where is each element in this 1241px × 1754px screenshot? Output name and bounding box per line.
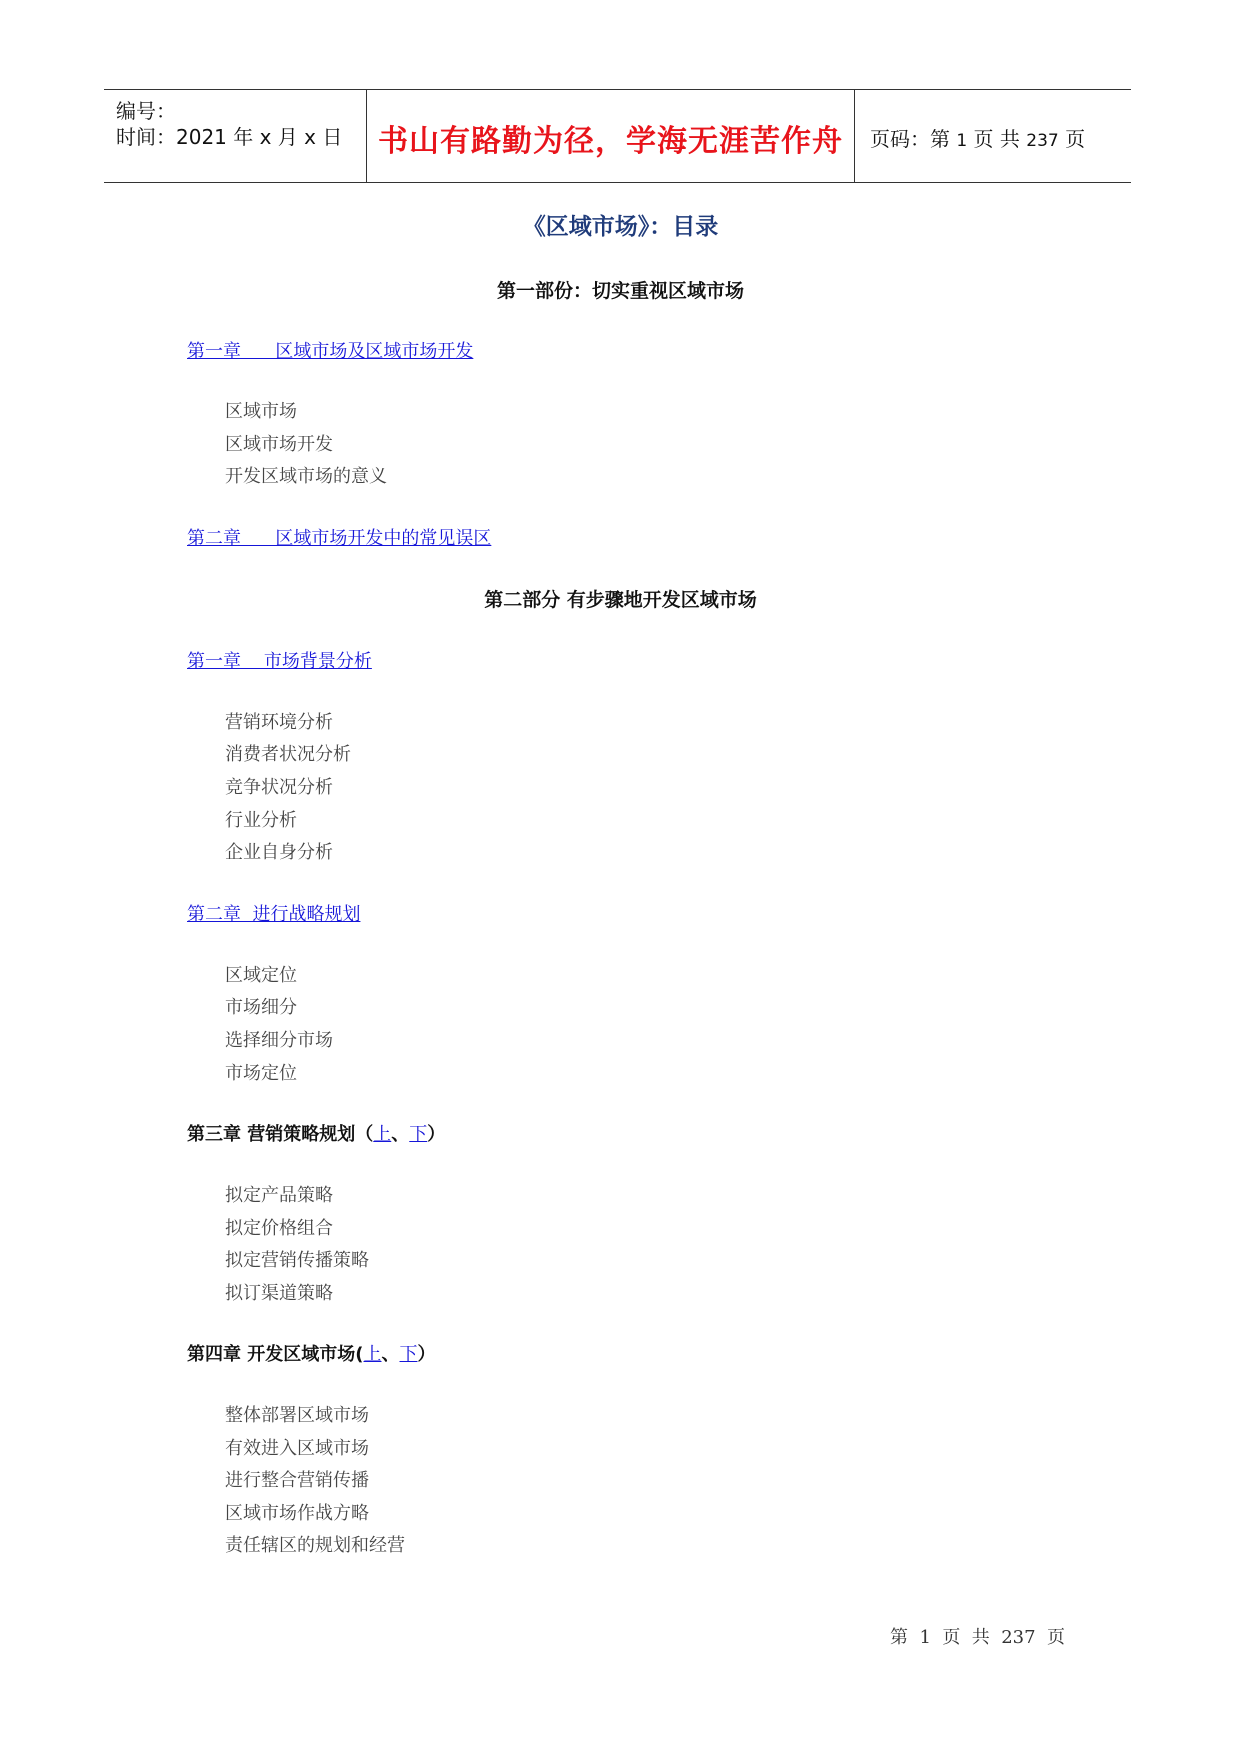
list-item: 区域定位 xyxy=(225,965,297,986)
list-item: 责任辖区的规划和经营 xyxy=(225,1535,405,1556)
chapter4-link-up[interactable]: 上 xyxy=(363,1344,382,1365)
list-item: 市场细分 xyxy=(225,997,297,1018)
part2-chapter2-link[interactable]: 第二章 进行战略规划 xyxy=(187,904,361,925)
list-item: 开发区域市场的意义 xyxy=(225,466,387,487)
list-item: 区域市场作战方略 xyxy=(225,1503,369,1524)
page-label-suffix: 页 xyxy=(1065,127,1086,151)
part1-chapter1-link[interactable]: 第一章 区域市场及区域市场开发 xyxy=(187,341,474,362)
part1-chapter2-link[interactable]: 第二章 区域市场开发中的常见误区 xyxy=(187,528,492,549)
list-item: 行业分析 xyxy=(225,810,297,831)
list-item: 拟定产品策略 xyxy=(225,1185,333,1206)
chapter3-label: 第三章 营销策略规划（ xyxy=(187,1124,374,1145)
chapter3-link-up[interactable]: 上 xyxy=(373,1124,392,1145)
header-motto-cell xyxy=(367,90,855,182)
document-title: 《区域市场》：目录 xyxy=(522,214,719,240)
chapter4-link-down[interactable]: 下 xyxy=(399,1344,418,1365)
list-item: 选择细分市场 xyxy=(225,1030,333,1051)
chapter3-close: ） xyxy=(427,1124,446,1145)
chapter3-separator: 、 xyxy=(391,1124,410,1145)
list-item: 竞争状况分析 xyxy=(225,777,333,798)
list-item: 进行整合营销传播 xyxy=(225,1470,369,1491)
page-footer: 第 1 页 共 237 页 xyxy=(890,1627,1066,1648)
part2-chapter3-heading xyxy=(187,1120,445,1146)
part1-title: 第一部份：切实重视区域市场 xyxy=(496,280,744,302)
header-page-cell xyxy=(856,90,1131,182)
list-item: 拟定价格组合 xyxy=(225,1218,333,1239)
chapter3-link-down[interactable]: 下 xyxy=(409,1124,428,1145)
list-item: 营销环境分析 xyxy=(225,712,333,733)
part2-chapter4-heading xyxy=(187,1340,436,1366)
page-total: 237 xyxy=(1026,131,1059,151)
list-item: 拟定营销传播策略 xyxy=(225,1250,369,1271)
part2-chapter1-link[interactable]: 第一章 市场背景分析 xyxy=(187,651,372,672)
motto: 书山有路勤为径，学海无涯苦作舟 xyxy=(378,124,843,159)
id-label: 编号： xyxy=(116,99,176,123)
list-item: 区域市场 xyxy=(225,401,297,422)
chapter4-close: ） xyxy=(417,1344,436,1365)
chapter4-label: 第四章 开发区域市场( xyxy=(187,1344,364,1365)
chapter4-separator: 、 xyxy=(381,1344,400,1365)
page-info xyxy=(870,123,1085,152)
part2-title: 第二部分 有步骤地开发区域市场 xyxy=(484,589,757,611)
list-item: 拟订渠道策略 xyxy=(225,1283,333,1304)
page-current: 1 xyxy=(956,131,968,151)
list-item: 企业自身分析 xyxy=(225,842,333,863)
list-item: 市场定位 xyxy=(225,1063,297,1084)
list-item: 整体部署区域市场 xyxy=(225,1405,369,1426)
list-item: 有效进入区域市场 xyxy=(225,1438,369,1459)
time-label: 时间：2021 年 x 月 x 日 xyxy=(116,125,343,149)
page-label-mid: 页 共 xyxy=(973,127,1020,151)
list-item: 区域市场开发 xyxy=(225,434,333,455)
page-label-prefix: 页码：第 xyxy=(870,127,950,151)
list-item: 消费者状况分析 xyxy=(225,744,351,765)
header-table xyxy=(104,89,1131,183)
header-left-cell xyxy=(104,90,367,182)
